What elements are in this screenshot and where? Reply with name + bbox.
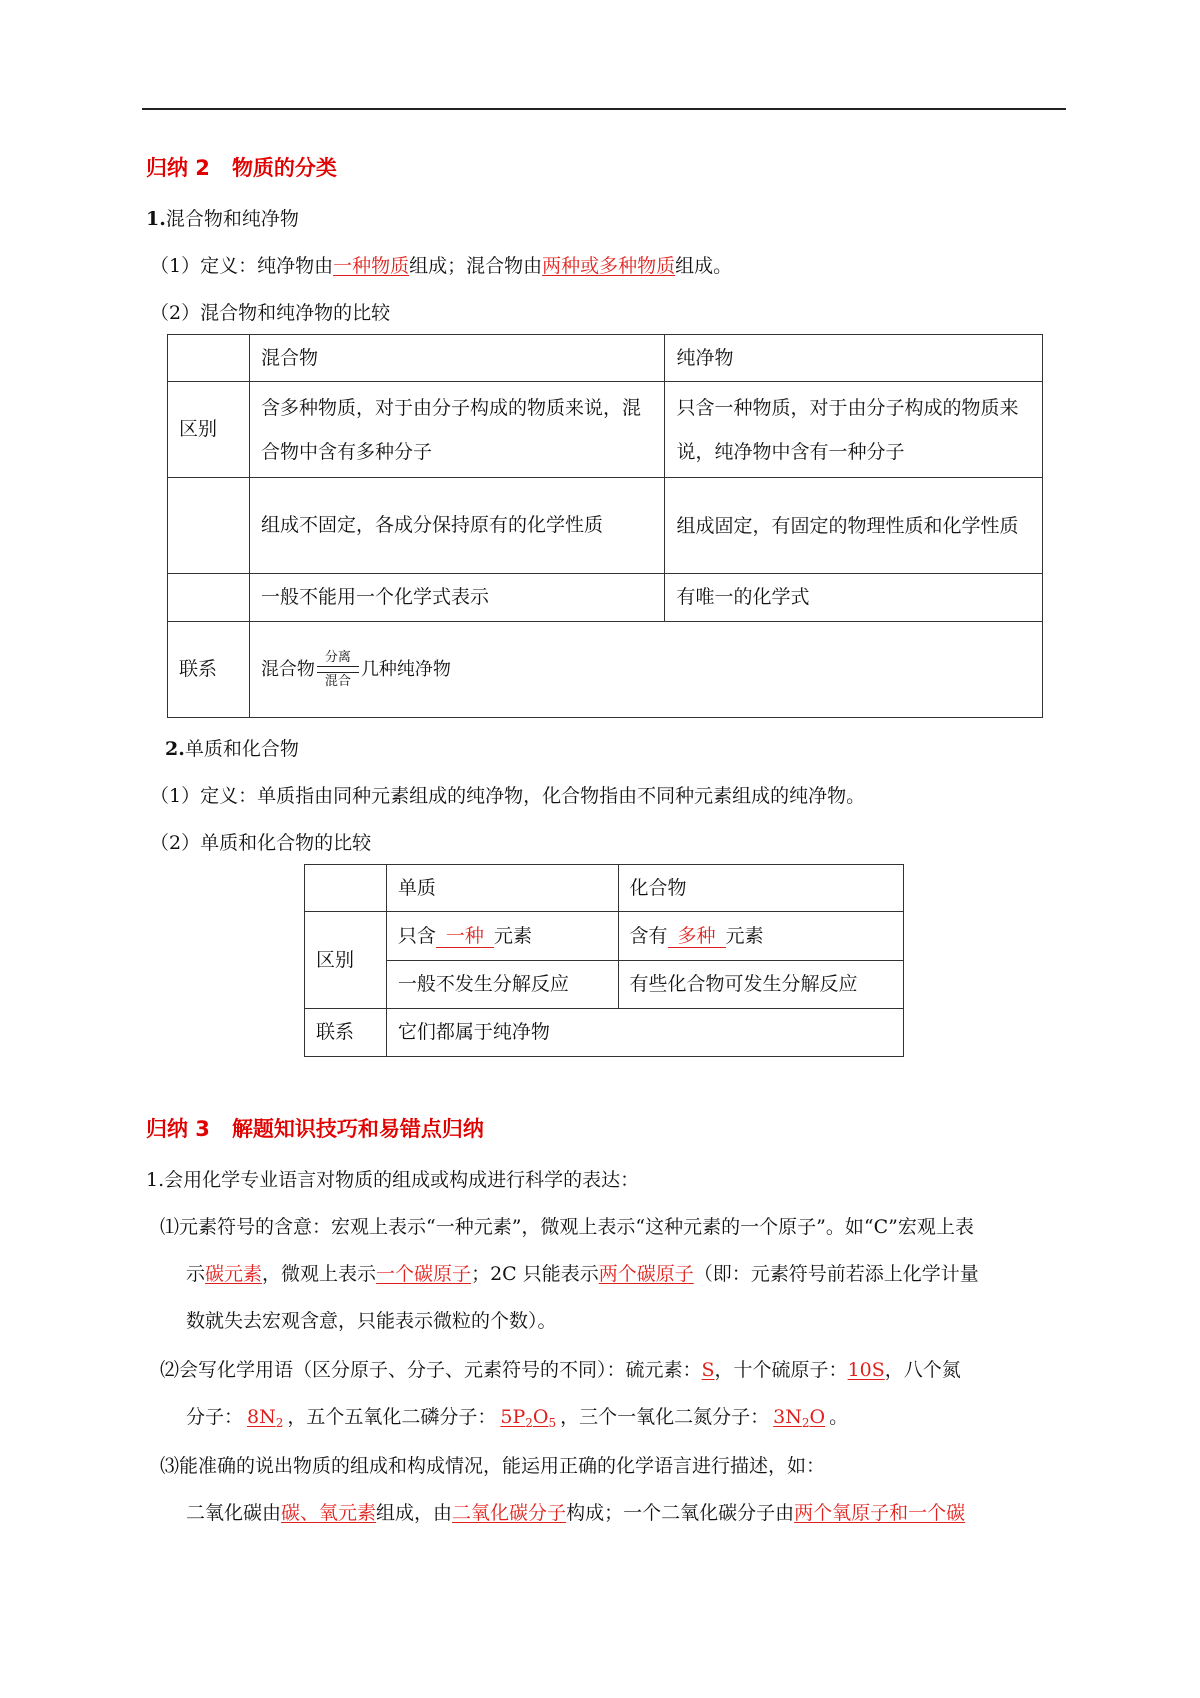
answer-blank: 二氧化碳分子: [452, 1502, 567, 1524]
subheading-text: 单质和化合物: [184, 738, 299, 760]
formula-part: 8N: [247, 1406, 276, 1428]
subheading-element-compound: [165, 734, 299, 761]
text: 二氧化碳由: [186, 1502, 282, 1524]
table-cell: [168, 335, 250, 382]
equilibrium-lines: [317, 666, 359, 673]
table-row: [305, 865, 904, 912]
text: （1）定义：纯净物由: [150, 255, 334, 277]
table-cell: 有唯一的化学式: [665, 574, 1043, 622]
table-row: [168, 622, 1043, 718]
subheading-text: 混合物和纯净物: [165, 208, 299, 230]
table-cell: [168, 478, 250, 574]
subheading-number: 2.: [165, 738, 185, 760]
row-label: 联系: [305, 1009, 387, 1057]
answer-blank: [496, 1406, 560, 1428]
text: ；2C 只能表示: [471, 1263, 599, 1285]
text: ，三个一氧化二氮分子：: [560, 1406, 770, 1428]
header-rule: [142, 108, 1066, 110]
table-cell: 一般不发生分解反应: [386, 961, 618, 1009]
answer-blank: 两种或多种物质: [542, 255, 676, 277]
answer-blank: 多种: [668, 925, 726, 948]
section-title-3: [146, 1113, 484, 1143]
answer-blank: 一种: [436, 925, 494, 948]
table-row: [168, 335, 1043, 382]
table-cell: 它们都属于纯净物: [386, 1009, 903, 1057]
row-label: 区别: [305, 912, 387, 1009]
item-2-line-1: [160, 1355, 961, 1382]
text: （即：元素符号前若添上化学计量: [693, 1263, 979, 1285]
table-header: 化合物: [618, 865, 904, 912]
answer-blank: 碳、氧元素: [281, 1502, 377, 1524]
table-row: [305, 961, 904, 1009]
item-1-line-1: ⑴元素符号的含意：宏观上表示“一种元素”，微观上表示“这种元素的一个原子”。如“C”宏观上表: [160, 1216, 974, 1238]
text: 组成。: [675, 255, 733, 277]
item-1-line-2: [186, 1259, 979, 1286]
answer-blank: 10S: [847, 1359, 885, 1381]
item-3: ⑶能准确的说出物质的组成和构成情况，能运用正确的化学语言进行描述，如：: [160, 1455, 826, 1477]
relation-left: 混合物: [260, 659, 315, 680]
answer-blank: 碳元素: [205, 1263, 263, 1285]
compare-heading-2: （2）单质和化合物的比较: [150, 832, 372, 854]
text: ，八个氮: [884, 1359, 961, 1381]
subheading-mixture-pure: [146, 204, 299, 231]
text: 分子：: [186, 1406, 244, 1428]
subscript: 2: [275, 1416, 284, 1430]
table-mixture-vs-pure: [167, 334, 1043, 718]
answer-blank: 一种物质: [333, 255, 410, 277]
answer-blank: S: [701, 1359, 715, 1381]
table-row: [168, 382, 1043, 478]
relation-bottom-label: 混合: [324, 674, 351, 689]
answer-blank: 两个氧原子和一个碳: [794, 1502, 966, 1524]
definition-element-compound: （1）定义：单质指由同种元素组成的纯净物，化合物指由不同种元素组成的纯净物。: [150, 785, 866, 807]
table-cell: 组成固定，有固定的物理性质和化学性质: [665, 478, 1043, 574]
relation-cell: [249, 622, 1042, 718]
text: ，十个硫原子：: [714, 1359, 848, 1381]
table-cell: [618, 912, 904, 961]
text: 示: [186, 1263, 206, 1285]
section-number: 归纳 2: [146, 156, 210, 180]
formula-part: 3N: [773, 1406, 802, 1428]
item-4-line-1: [186, 1498, 965, 1525]
subscript: 2: [801, 1416, 810, 1430]
section-heading: 物质的分类: [231, 156, 337, 180]
item-2-line-2: [186, 1402, 848, 1430]
text: ，微观上表示: [262, 1263, 377, 1285]
double-arrow-icon: [317, 651, 359, 688]
text: 构成；一个二氧化碳分子由: [566, 1502, 795, 1524]
relation-top-label: 分离: [324, 650, 351, 665]
answer-blank: [769, 1406, 829, 1428]
table-cell: [168, 574, 250, 622]
row-label: 联系: [168, 622, 250, 718]
row-label: 区别: [168, 382, 250, 478]
text: ⑵会写化学用语（区分原子、分子、元素符号的不同）：硫元素：: [160, 1359, 702, 1381]
subscript: 5: [548, 1416, 557, 1430]
text: 组成；混合物由: [409, 255, 543, 277]
section-title-2: [146, 152, 337, 182]
table-row: [168, 478, 1043, 574]
table-row: [305, 912, 904, 961]
relation-diagram: [261, 647, 451, 692]
subscript: 2: [525, 1416, 533, 1430]
item-1-line-3: 数就失去宏观含意，只能表示微粒的个数）。: [186, 1310, 557, 1332]
text: 只含: [397, 924, 436, 947]
answer-blank: 两个碳原子: [598, 1263, 694, 1285]
table-cell: 一般不能用一个化学式表示: [249, 574, 665, 622]
text: ，五个五氧化二磷分子：: [287, 1406, 497, 1428]
table-cell: 含多种物质，对于由分子构成的物质来说，混合物中含有多种分子: [249, 382, 665, 478]
table-header: 混合物: [249, 335, 665, 382]
text: 元素: [725, 924, 764, 947]
formula-part: O: [809, 1406, 826, 1428]
text: 组成，由: [376, 1502, 453, 1524]
formula-part: O: [532, 1406, 549, 1428]
formula-part: 5P: [500, 1406, 526, 1428]
table-cell: 组成不固定，各成分保持原有的化学性质: [249, 478, 665, 574]
table-element-vs-compound: [304, 864, 904, 1057]
definition-mixture-pure: [150, 251, 732, 278]
table-row: [305, 1009, 904, 1057]
table-cell: [305, 865, 387, 912]
section-heading: 解题知识技巧和易错点归纳: [231, 1117, 484, 1141]
text: 。: [829, 1406, 849, 1428]
table-header: 单质: [386, 865, 618, 912]
text: 元素: [493, 924, 532, 947]
table-header: 纯净物: [665, 335, 1043, 382]
section-number: 归纳 3: [146, 1117, 210, 1141]
compare-heading-1: （2）混合物和纯净物的比较: [150, 302, 391, 324]
relation-right: 几种纯净物: [360, 659, 451, 680]
answer-blank: [243, 1406, 287, 1428]
table-cell: [386, 912, 618, 961]
table-row: [168, 574, 1043, 622]
table-cell: 有些化合物可发生分解反应: [618, 961, 904, 1009]
text: 含有: [629, 924, 668, 947]
table-cell: 只含一种物质，对于由分子构成的物质来说，纯净物中含有一种分子: [665, 382, 1043, 478]
answer-blank: 一个碳原子: [376, 1263, 472, 1285]
point-1: 1.会用化学专业语言对物质的组成或构成进行科学的表达：: [146, 1169, 640, 1191]
subheading-number: 1.: [146, 208, 166, 230]
